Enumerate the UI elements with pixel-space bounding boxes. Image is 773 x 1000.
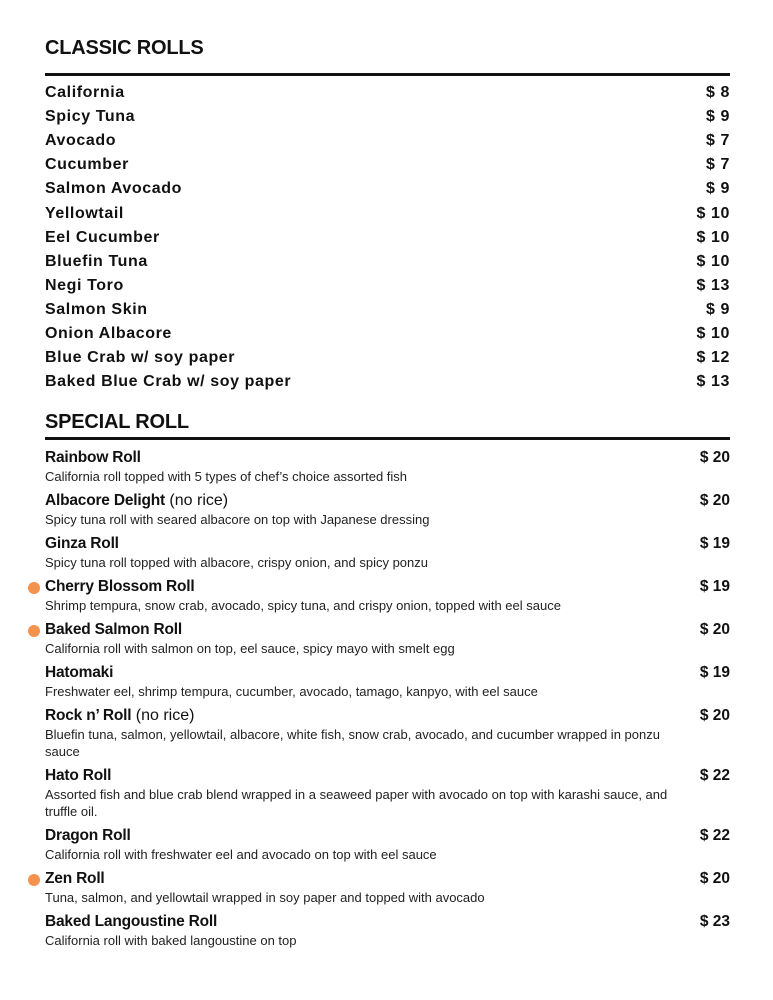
item-price: $ 20 [699,492,730,509]
item-name: Salmon Avocado [45,180,183,198]
item-name: Spicy Tuna [45,108,136,126]
item-price: $ 9 [705,300,730,318]
classic-rolls-list [45,81,730,394]
list-item [45,274,730,298]
list-item [45,129,730,153]
item-name: Hato Roll [45,767,112,784]
list-item [45,81,730,105]
item-price: $ 10 [696,228,730,246]
list-item [45,621,730,657]
list-item [45,250,730,274]
item-price: $ 19 [699,664,730,681]
item-description: Spicy tuna roll with seared albacore on top with Japanese dressing [45,512,430,527]
item-description: California roll with baked langoustine on top [45,933,297,948]
list-item [45,827,730,863]
item-name: Yellowtail [45,204,124,222]
item-price: $ 22 [699,767,730,784]
item-price: $ 10 [696,252,730,270]
item-name: Zen Roll [45,870,105,887]
item-description: Freshwater eel, shrimp tempura, cucumber, avocado, tamago, kanpyo, with eel sauce [45,684,538,699]
item-description: Spicy tuna roll topped with albacore, crispy onion, and spicy ponzu [45,555,428,570]
list-item [45,153,730,177]
item-price: $ 9 [705,180,730,198]
item-price: $ 10 [696,204,730,222]
item-name: Baked Blue Crab w/ soy paper [45,373,292,391]
item-description: Shrimp tempura, snow crab, avocado, spicy tuna, and crispy onion, topped with eel sauce [45,598,561,613]
item-name: Rainbow Roll [45,449,141,466]
list-item [45,370,730,394]
list-item [45,707,730,760]
special-divider [45,437,730,440]
item-price: $ 8 [705,84,730,102]
item-name: Salmon Skin [45,300,148,318]
list-item [45,226,730,250]
item-price: $ 12 [696,349,730,367]
list-item [45,105,730,129]
list-item [45,767,730,820]
featured-dot-icon [28,582,40,594]
item-name: Onion Albacore [45,324,172,342]
item-price: $ 20 [699,870,730,887]
list-item [45,913,730,949]
featured-dot-icon [28,874,40,886]
item-name: Eel Cucumber [45,228,160,246]
item-name: Dragon Roll [45,827,131,844]
item-description: California roll topped with 5 types of chef’s choice assorted fish [45,469,408,484]
item-price: $ 13 [696,276,730,294]
item-name: Bluefin Tuna [45,252,148,270]
list-item [45,346,730,370]
item-price: $ 22 [699,827,730,844]
item-price: $ 13 [696,373,730,391]
featured-dot-icon [28,625,40,637]
list-item [45,578,730,614]
item-price: $ 7 [705,156,730,174]
item-name: Rock n’ Roll [45,707,132,724]
item-price: $ 9 [705,108,730,126]
list-item [45,870,730,906]
item-price: $ 23 [699,913,730,930]
special-rolls-list [45,449,730,956]
item-name: Albacore Delight [45,492,165,509]
special-roll-heading: SPECIAL ROLL [45,411,189,433]
item-name: Hatomaki [45,664,114,681]
item-name: Baked Langoustine Roll [45,913,218,930]
list-item [45,201,730,225]
item-description: California roll with freshwater eel and avocado on top with eel sauce [45,847,437,862]
item-description: California roll with salmon on top, eel sauce, spicy mayo with smelt egg [45,641,455,656]
classic-divider [45,73,730,76]
list-item [45,664,730,700]
list-item [45,449,730,485]
item-name: Negi Toro [45,276,124,294]
item-name: California [45,84,125,102]
list-item [45,298,730,322]
item-note: (no rice) [169,492,229,509]
list-item [45,492,730,528]
item-price: $ 19 [699,578,730,595]
item-price: $ 19 [699,535,730,552]
item-name: Baked Salmon Roll [45,621,182,638]
item-description: Tuna, salmon, and yellowtail wrapped in soy paper and topped with avocado [45,890,485,905]
item-name: Ginza Roll [45,535,119,552]
list-item [45,177,730,201]
item-name: Cucumber [45,156,129,174]
item-description: Assorted fish and blue crab blend wrapped in a seaweed paper with avocado on top with karashi sauce, and truffle oil. [45,787,668,819]
item-price: $ 20 [699,449,730,466]
item-name: Avocado [45,132,117,150]
item-name: Cherry Blossom Roll [45,578,195,595]
list-item [45,535,730,571]
item-note: (no rice) [135,707,195,724]
item-price: $ 10 [696,324,730,342]
list-item [45,322,730,346]
item-name: Blue Crab w/ soy paper [45,349,236,367]
item-price: $ 20 [699,621,730,638]
item-price: $ 20 [699,707,730,724]
item-price: $ 7 [705,132,730,150]
classic-rolls-heading: CLASSIC ROLLS [45,37,204,59]
item-description: Bluefin tuna, salmon, yellowtail, albacore, white fish, snow crab, avocado, and cucumber wrapped in ponzu sauce [45,727,660,759]
